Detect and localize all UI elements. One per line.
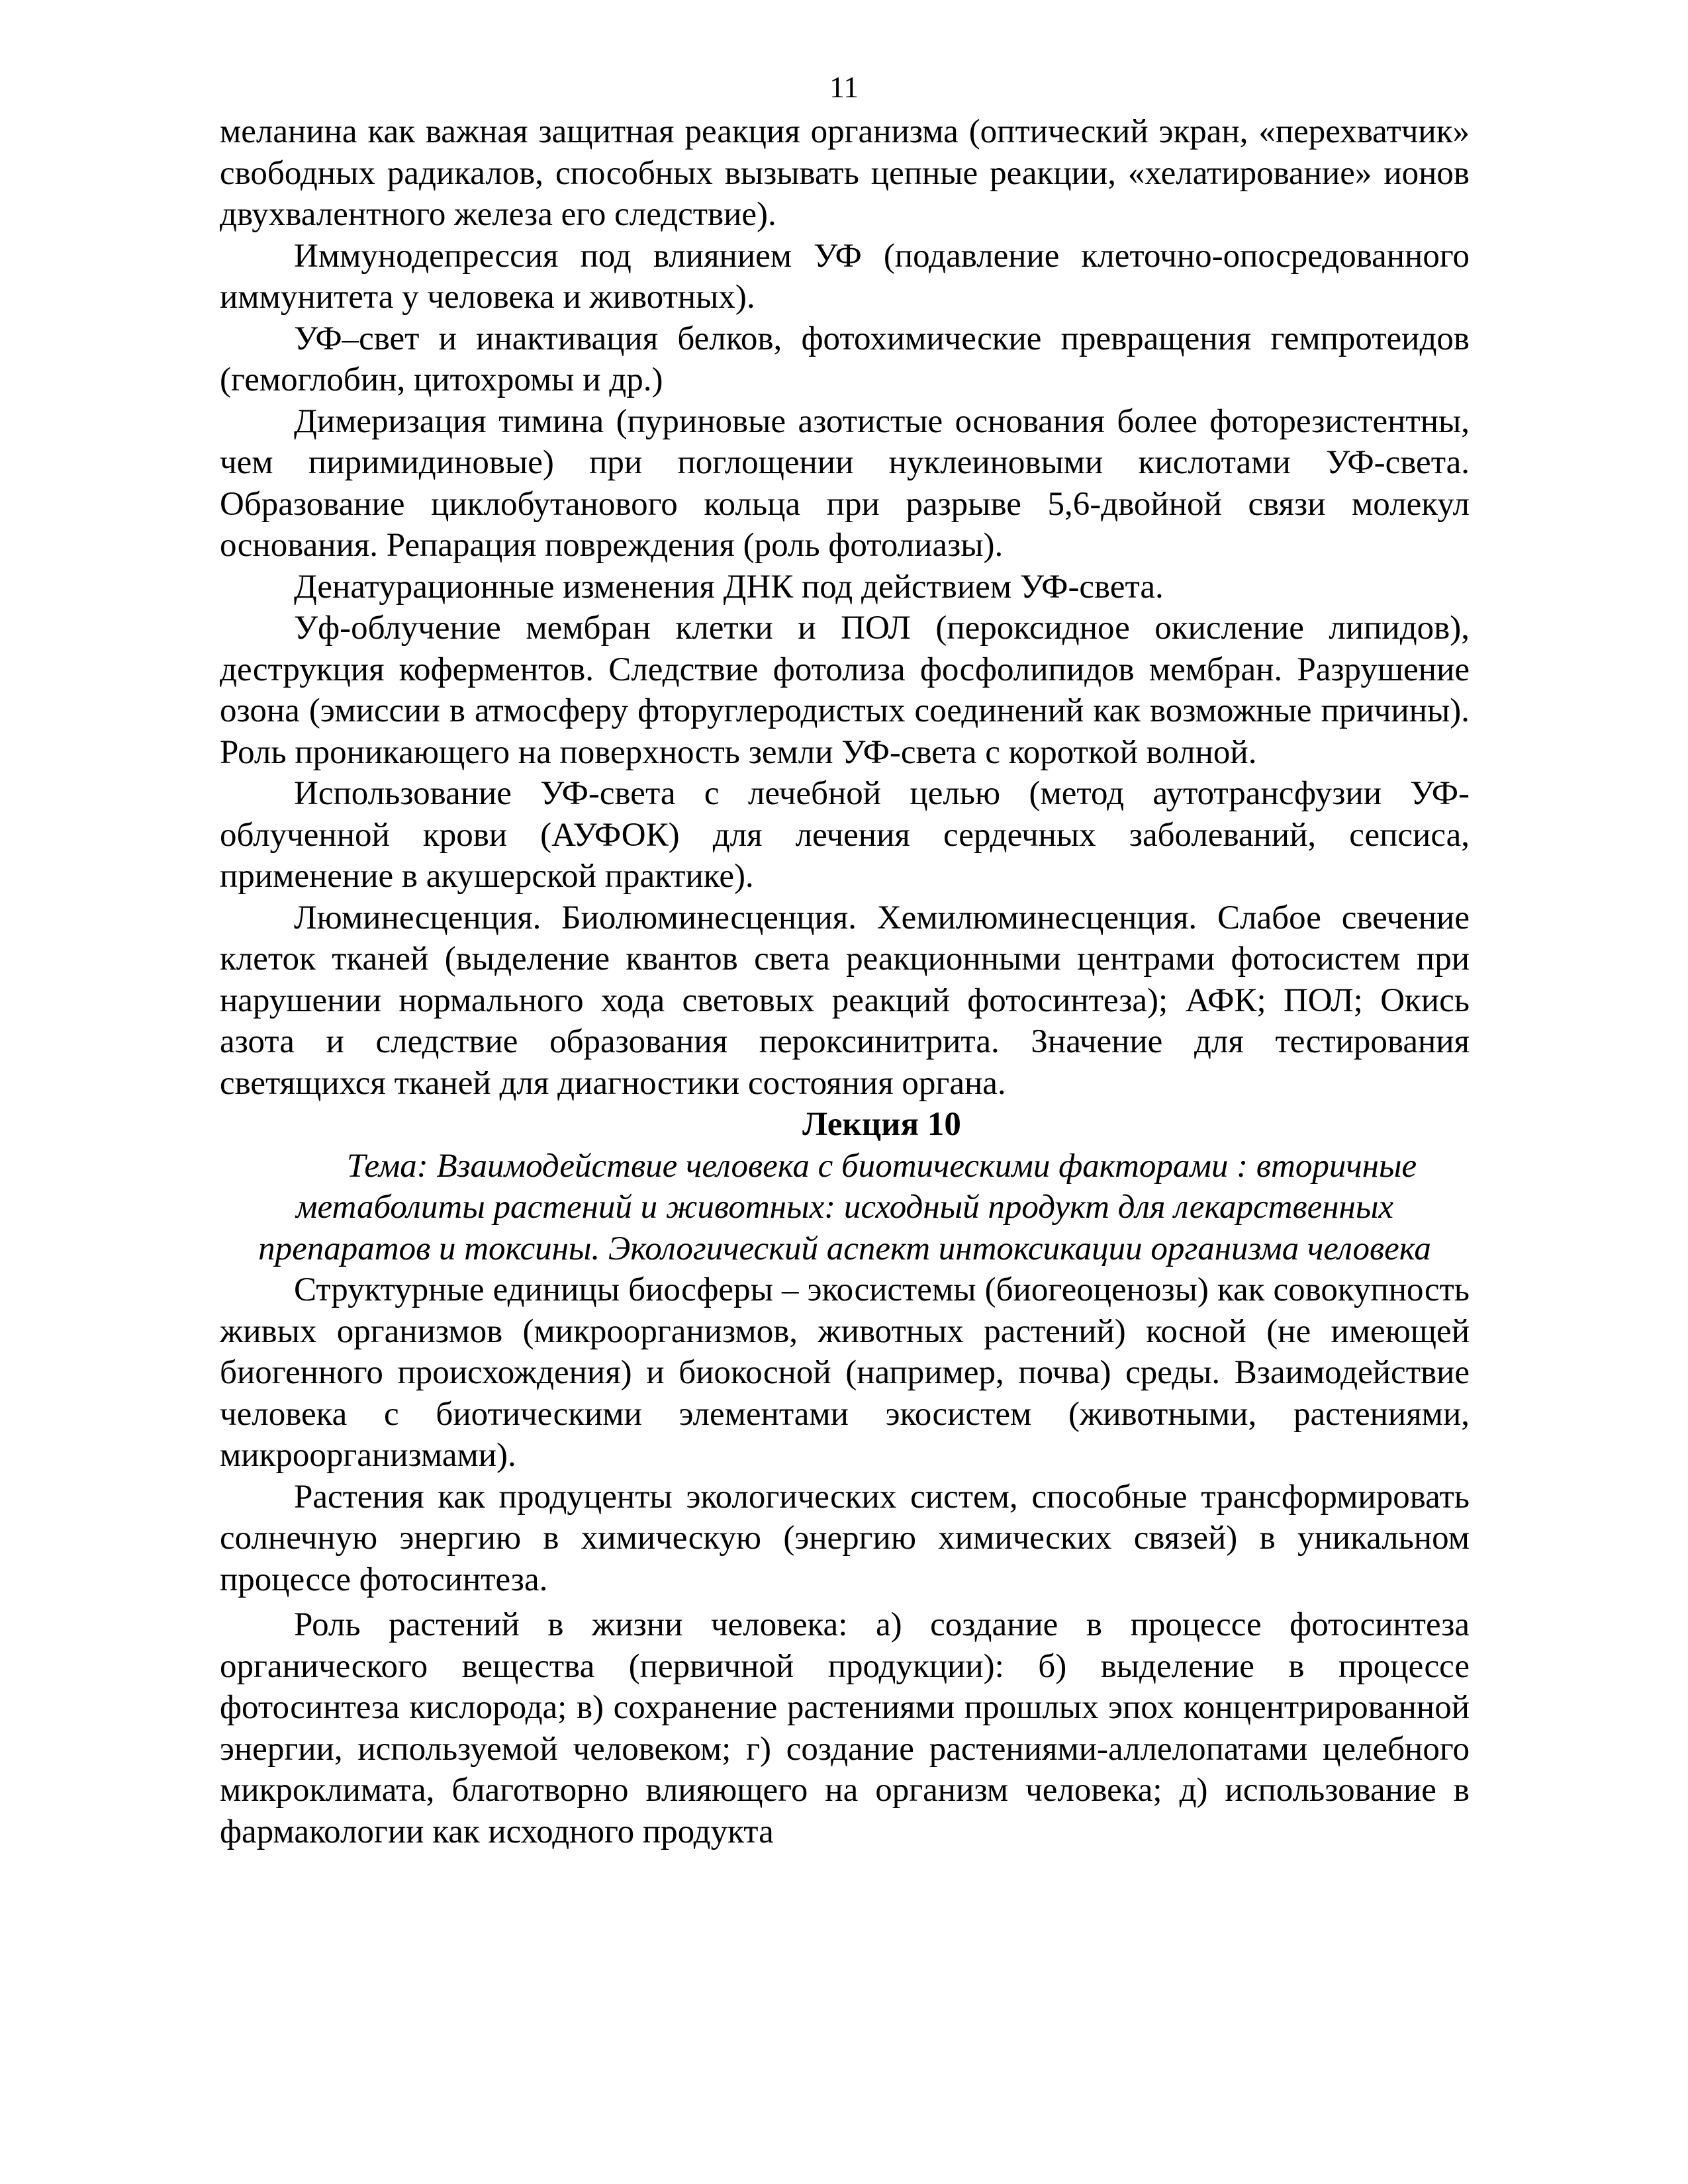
- paragraph-protein-inactivation: УФ–свет и инактивация белков, фотохимические превращения гемпротеидов (гемоглобин, цитохромы и др.): [220, 320, 1470, 398]
- lecture-topic: Тема: Взаимодействие человека с биотическими факторами : вторичные метаболиты растений и животных: исходный продукт для лекарственных препаратов и токсины. Экологический аспект интоксикации организма человека: [258, 1147, 1431, 1267]
- paragraph-membrane-irradiation: Уф-облучение мембран клетки и ПОЛ (пероксидное окисление липидов), деструкция коферментов. Следствие фотолиза фосфолипидов мембран. Разрушение озона (эмиссии в атмосферу фторуглеродистых соединений как возможные причины). Роль проникающего на поверхность земли УФ-света с короткой волной.: [220, 610, 1470, 771]
- document-body: [220, 111, 1470, 1852]
- paragraph-melanin: меланина как важная защитная реакция организма (оптический экран, «перехватчик» свободных радикалов, способных вызывать цепные реакции, «хелатирование» ионов двухвалентного железа его следствие).: [220, 113, 1470, 233]
- paragraph-dna-denaturation: Денатурационные изменения ДНК под действием УФ-света.: [294, 568, 1164, 606]
- lecture-title: Лекция 10: [802, 1106, 961, 1143]
- paragraph-immunodepression: Иммунодепрессия под влиянием УФ (подавление клеточно-опосредованного иммунитета у человека и животных).: [220, 237, 1470, 316]
- paragraph-plants-producers: Растения как продуценты экологических систем, способные трансформировать солнечную энергию в химическую (энергию химических связей) в уникальном процессе фотосинтеза.: [220, 1478, 1470, 1598]
- page-number: 11: [829, 70, 859, 104]
- paragraph-plants-role: Роль растений в жизни человека: а) создание в процессе фотосинтеза органического вещества (первичной продукции): б) выделение в процессе фотосинтеза кислорода; в) сохранение растениями прошлых эпох концентрированной энергии, используемой человеком; г) создание растениями-аллелопатами целебного микроклимата, благотворно влияющего на организм человека; д) использование в фармакологии как исходного продукта: [220, 1606, 1470, 1850]
- paragraph-biosphere-units: Структурные единицы биосферы – экосистемы (биогеоценозы) как совокупность живых организмов (микроорганизмов, животных растений) косной (не имеющей биогенного происхождения) и биокосной (например, почва) среды. Взаимодействие человека с биотическими элементами экосистем (животными, растениями, микроорганизмами).: [220, 1271, 1470, 1474]
- paragraph-luminescence: Люминесценция. Биолюминесценция. Хемилюминесценция. Слабое свечение клеток тканей (выделение квантов света реакционными центрами фотосистем при нарушении нормального хода световых реакций фотосинтеза); АФК; ПОЛ; Окись азота и следствие образования пероксинитрита. Значение для тестирования светящихся тканей для диагностики состояния органа.: [220, 899, 1470, 1102]
- paragraph-thymine-dimerization: Димеризация тимина (пуриновые азотистые основания более фоторезистентны, чем пиримидиновые) при поглощении нуклеиновыми кислотами УФ-света. Образование циклобутанового кольца при разрыве 5,6-двойной связи молекул основания. Репарация повреждения (роль фотолиазы).: [220, 402, 1470, 564]
- paragraph-therapeutic-uv: Использование УФ-света с лечебной целью (метод аутотрансфузии УФ-облученной крови (АУФОК) для лечения сердечных заболеваний, сепсиса, применение в акушерской практике).: [220, 775, 1470, 895]
